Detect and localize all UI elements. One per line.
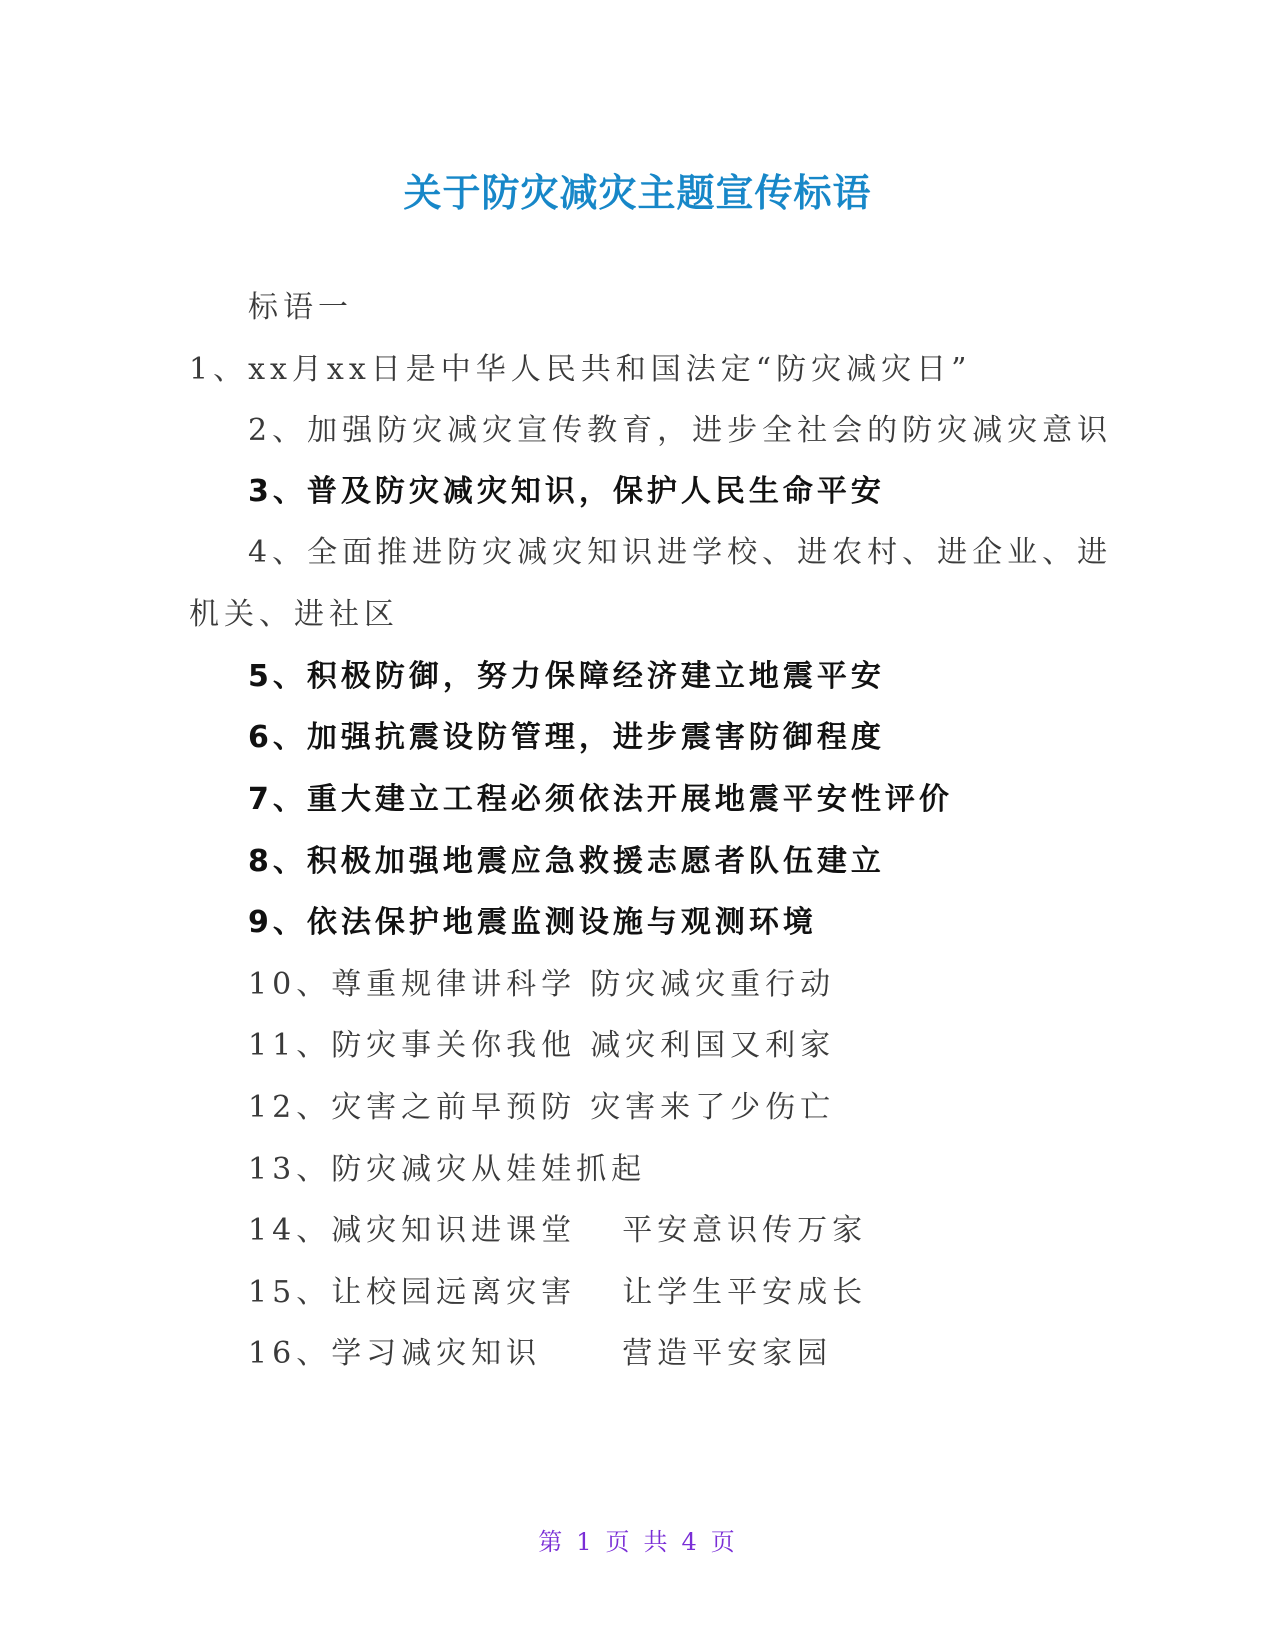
item-separator: 、 (296, 1213, 332, 1248)
slogan-item-7 (248, 780, 953, 820)
slogan-item-2 (248, 411, 1112, 451)
item-text: 防灾减灾从娃娃抓起 (331, 1152, 647, 1187)
slogan-item-8 (248, 842, 885, 882)
document-title: 关于防灾减灾主题宣传标语 (403, 171, 872, 215)
item-number: 8 (248, 844, 273, 879)
section-heading: 标语一 (248, 290, 353, 325)
item-number: 13 (248, 1152, 297, 1187)
item-number: 3 (248, 474, 273, 509)
item-text: 普及防灾减灾知识，保护人民生命平安 (306, 474, 885, 509)
item-separator: 、 (296, 1028, 332, 1063)
item-separator: 、 (272, 535, 308, 570)
item-part2: 营造平安家园 (622, 1336, 833, 1371)
item-separator: 、 (296, 1152, 332, 1187)
slogan-item-9 (248, 903, 817, 943)
item-text: 全面推进防灾减灾知识进学校、进农村、进企业、进 (307, 535, 1113, 570)
item-text: 积极加强地震应急救援志愿者队伍建立 (306, 844, 885, 879)
item-number: 9 (248, 905, 273, 940)
page-footer (0, 1522, 1275, 1557)
item-part1: 灾害之前早预防 (331, 1090, 577, 1125)
item-part1: 防灾事关你我他 (331, 1028, 577, 1063)
item-separator: 、 (272, 844, 307, 879)
slogan-item-6 (248, 718, 885, 758)
item-separator: 、 (296, 967, 332, 1002)
item-separator: 、 (272, 413, 308, 448)
slogan-item-11 (248, 1026, 835, 1066)
item-number: 15 (248, 1275, 297, 1310)
item-part2: 减灾利国又利家 (590, 1028, 836, 1063)
item-separator: 、 (272, 905, 307, 940)
item-number: 7 (248, 782, 273, 817)
item-part1: 减灾知识进课堂 (331, 1213, 577, 1248)
item-number: 12 (248, 1090, 297, 1125)
footer-current-page: 1 (576, 1528, 594, 1556)
slogan-item-12 (248, 1088, 835, 1128)
footer-total-pages: 4 (681, 1528, 699, 1556)
slogan-item-14 (248, 1211, 867, 1251)
item-text: xx月xx日是中华人民共和国法定“防灾减灾日” (248, 352, 972, 387)
item-number: 4 (248, 535, 273, 570)
slogan-item-3 (248, 472, 885, 512)
item-part2: 平安意识传万家 (622, 1213, 868, 1248)
item-text: 加强防灾减灾宣传教育，进步全社会的防灾减灾意识 (307, 413, 1113, 448)
item-part1: 学习减灾知识 (331, 1336, 542, 1371)
item-separator: 、 (296, 1336, 332, 1371)
item-number: 10 (248, 967, 297, 1002)
item-text: 积极防御，努力保障经济建立地震平安 (306, 659, 885, 694)
item-number: 11 (248, 1028, 297, 1063)
footer-label-ye: 页 (605, 1528, 632, 1556)
item-part1: 尊重规律讲科学 (331, 967, 577, 1002)
item-part2: 让学生平安成长 (622, 1275, 868, 1310)
item-separator: 、 (296, 1275, 332, 1310)
item-part2: 灾害来了少伤亡 (590, 1090, 836, 1125)
item-part1: 让校园远离灾害 (331, 1275, 577, 1310)
item-number: 6 (248, 720, 273, 755)
footer-label-ye2: 页 (710, 1528, 737, 1556)
item-separator: 、 (272, 474, 307, 509)
item-number: 16 (248, 1336, 297, 1371)
item-part2: 防灾减灾重行动 (590, 967, 836, 1002)
slogan-item-10 (248, 965, 835, 1005)
item-text: 依法保护地震监测设施与观测环境 (306, 905, 817, 940)
item-number: 14 (248, 1213, 297, 1248)
item-number: 2 (248, 413, 273, 448)
item-separator: 、 (272, 720, 307, 755)
slogan-item-15 (248, 1273, 867, 1313)
footer-label-page: 第 (538, 1528, 565, 1556)
item-separator: 、 (213, 352, 249, 387)
slogan-item-16 (248, 1334, 832, 1374)
item-text: 加强抗震设防管理，进步震害防御程度 (306, 720, 885, 755)
slogan-item-13 (248, 1150, 646, 1190)
slogan-item-5 (248, 657, 885, 697)
slogan-item-4-continuation: 机关、进社区 (189, 597, 399, 632)
item-number: 1 (189, 352, 214, 387)
slogan-item-1 (189, 350, 971, 390)
item-separator: 、 (272, 782, 307, 817)
item-separator: 、 (272, 659, 307, 694)
slogan-item-4 (248, 533, 1112, 573)
item-number: 5 (248, 659, 273, 694)
item-separator: 、 (296, 1090, 332, 1125)
item-text: 重大建立工程必须依法开展地震平安性评价 (306, 782, 953, 817)
footer-label-total: 共 (643, 1528, 670, 1556)
